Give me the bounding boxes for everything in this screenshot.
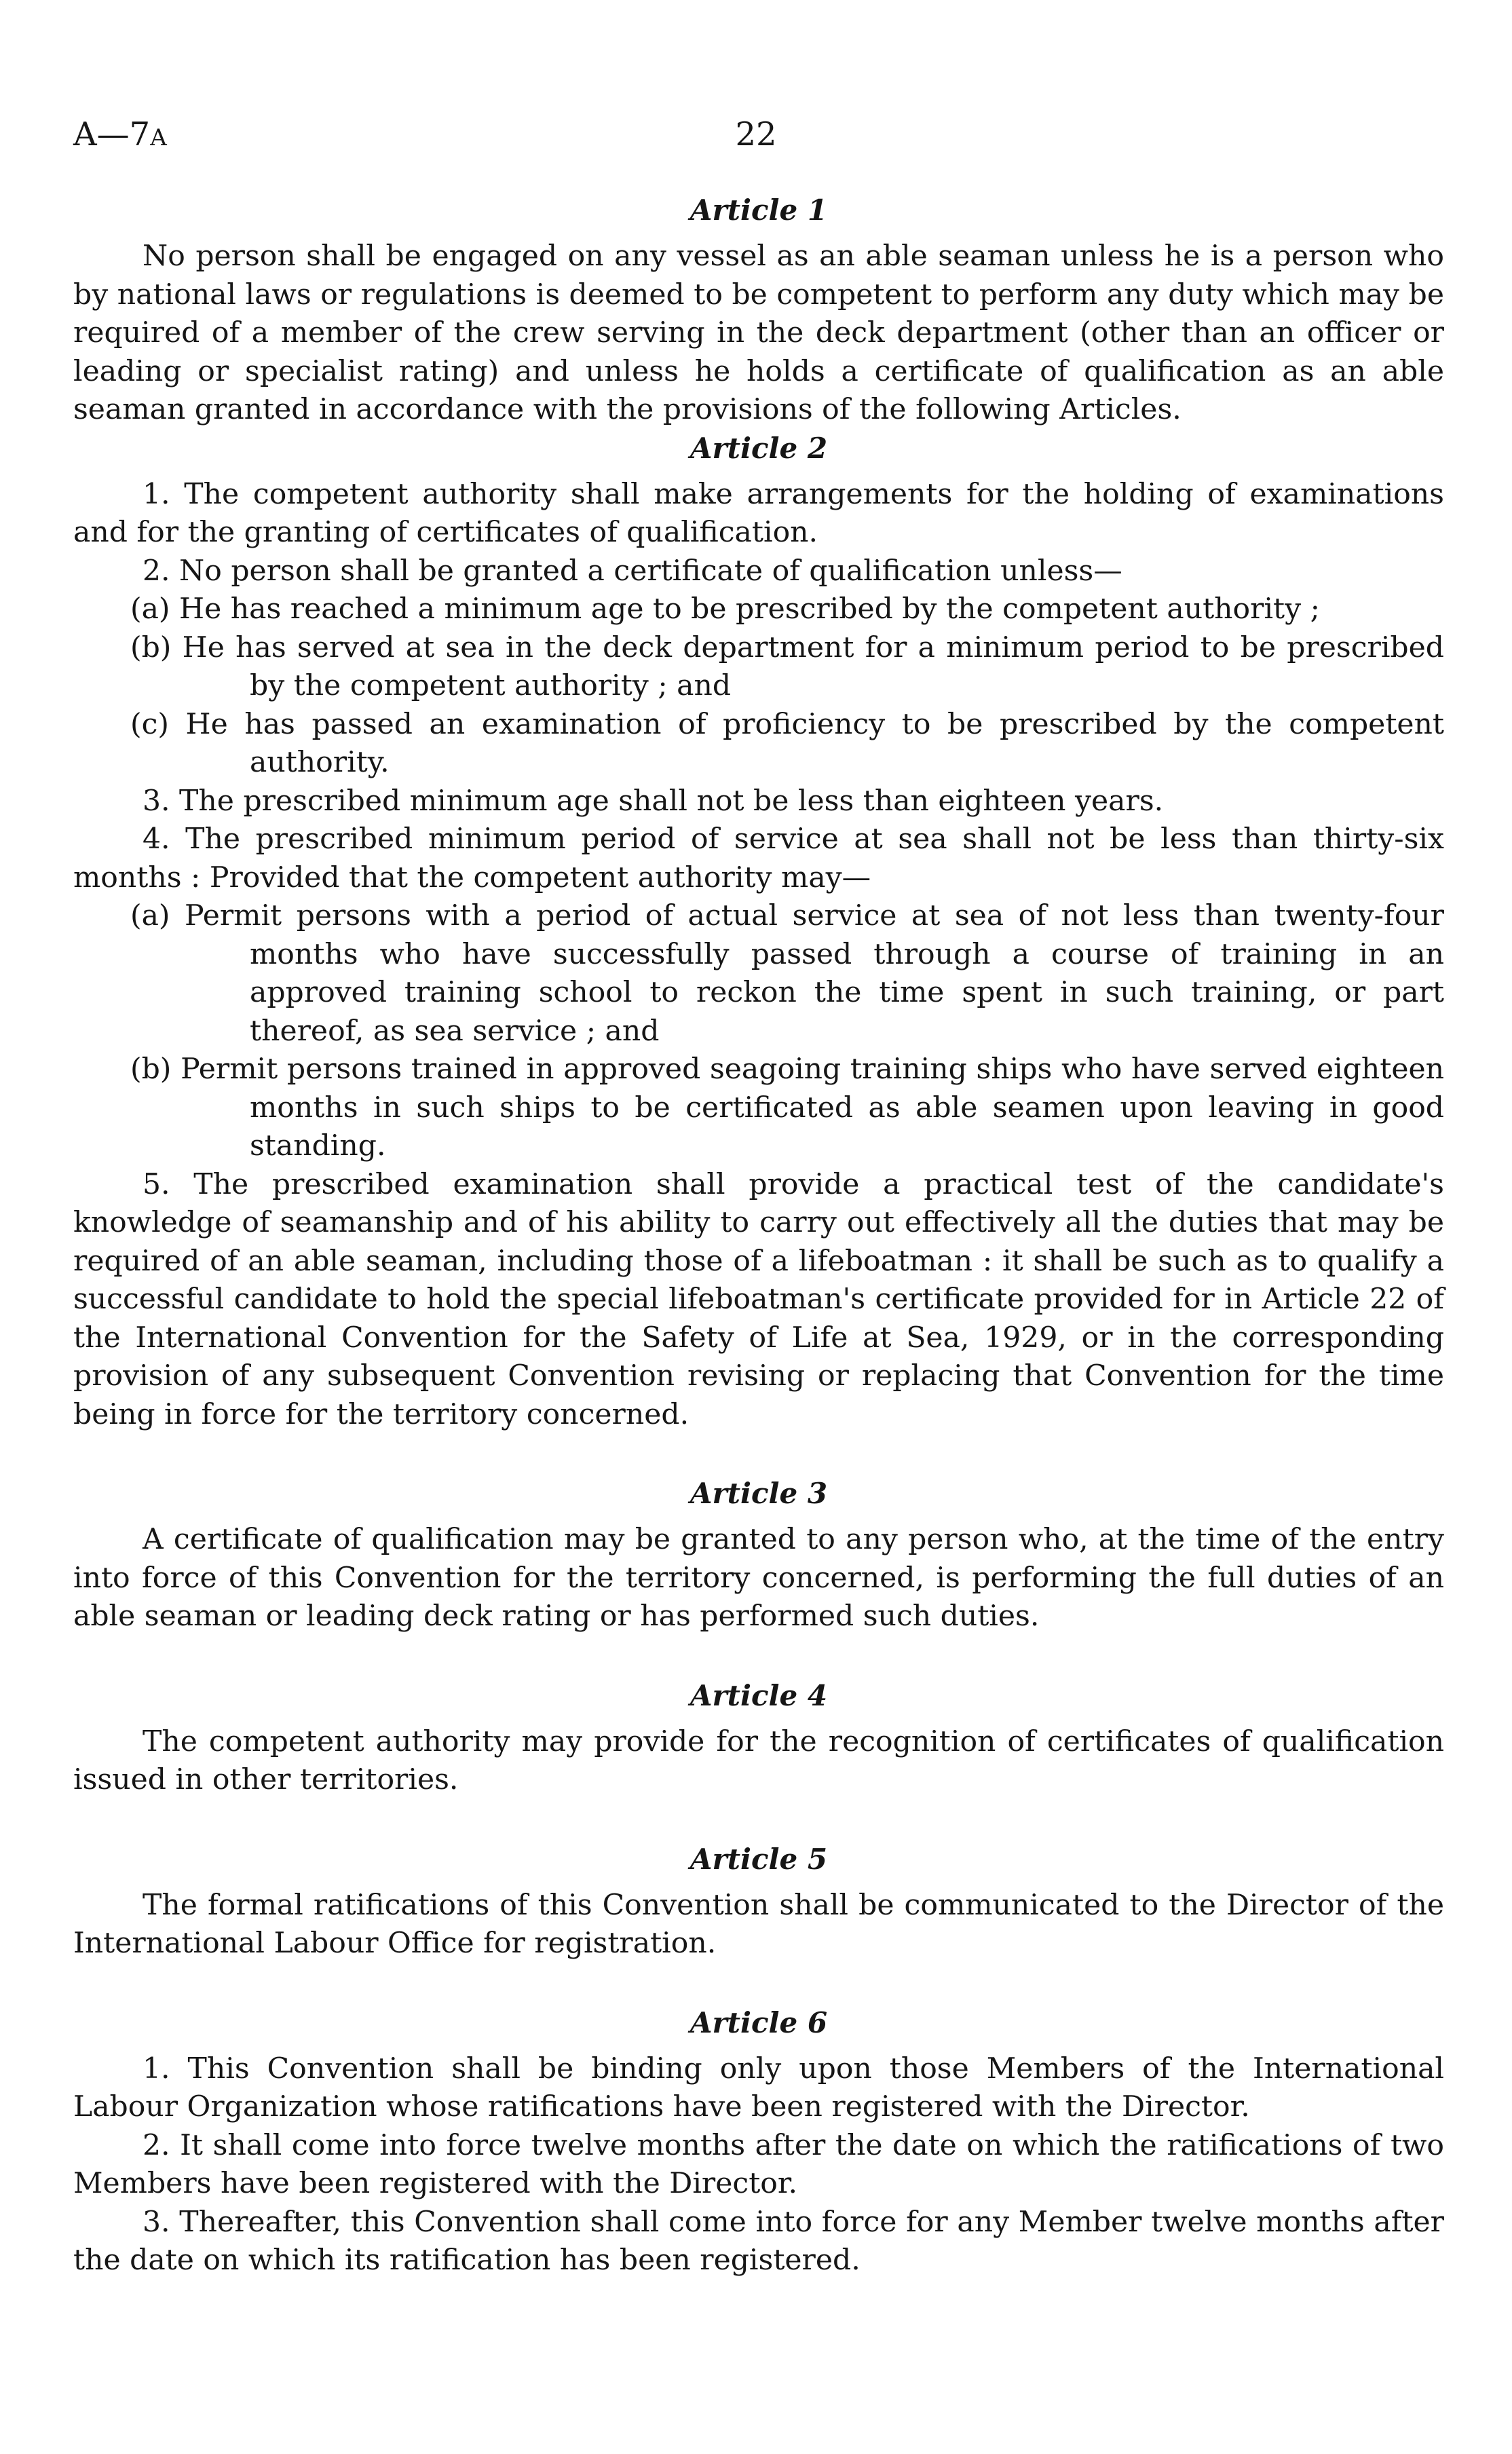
list-item: (c) He has passed an examination of proficiency to be prescribed by the competent authority. bbox=[130, 707, 1444, 779]
paragraph: 1. This Convention shall be binding only upon those Members of the International Labour Organization whose ratifications have been registered with the Director. bbox=[73, 2052, 1444, 2123]
document-body bbox=[73, 191, 1444, 2280]
paragraph: 1. The competent authority shall make arrangements for the holding of examinations and for the granting of certificates of qualification. bbox=[73, 477, 1444, 549]
article-heading: Article 6 bbox=[689, 2005, 828, 2039]
paragraph: The competent authority may provide for the recognition of certificates of qualification issued in other territories. bbox=[73, 1724, 1444, 1796]
document-code-sub: A bbox=[150, 124, 167, 151]
paragraph: 4. The prescribed minimum period of service at sea shall not be less than thirty-six months : Provided that the competent authority may— bbox=[73, 823, 1444, 894]
paragraph: The formal ratifications of this Convention shall be communicated to the Director of the International Labour Office for registration. bbox=[73, 1888, 1444, 1960]
article-heading: Article 2 bbox=[689, 431, 828, 465]
article-heading: Article 3 bbox=[689, 1477, 828, 1510]
list-item: (a) Permit persons with a period of actual service at sea of not less than twenty-four months who have successfully passed through a course of training in an approved training school to reckon the time spent in such training, or part thereof, as sea service ; and bbox=[130, 899, 1444, 1048]
article-2 bbox=[73, 430, 1444, 1435]
article-1 bbox=[73, 191, 1444, 430]
list-item: (a) He has reached a minimum age to be prescribed by the competent authority ; bbox=[130, 592, 1320, 626]
page-number: 22 bbox=[735, 115, 777, 153]
paragraph: A certificate of qualification may be granted to any person who, at the time of the entry into force of this Convention for the territory concerned, is performing the full duties of an able seaman or leading deck rating or has performed such duties. bbox=[73, 1523, 1444, 1633]
article-heading: Article 1 bbox=[689, 193, 828, 227]
article-5 bbox=[73, 1840, 1444, 1963]
paragraph: 3. The prescribed minimum age shall not be less than eighteen years. bbox=[143, 784, 1164, 818]
paragraph: 2. No person shall be granted a certificate of qualification unless— bbox=[143, 554, 1122, 588]
document-code-main: A—7 bbox=[73, 115, 151, 153]
article-4 bbox=[73, 1677, 1444, 1800]
article-heading: Article 4 bbox=[689, 1678, 828, 1712]
article-6 bbox=[73, 2004, 1444, 2280]
paragraph: 2. It shall come into force twelve months after the date on which the ratifications of two Members have been registered with the Director. bbox=[73, 2128, 1444, 2200]
paragraph: 3. Thereafter, this Convention shall come into force for any Member twelve months after the date on which its ratification has been registered. bbox=[73, 2205, 1444, 2277]
list-item: (b) He has served at sea in the deck department for a minimum period to be prescribed by the competent authority ; and bbox=[130, 630, 1444, 702]
paragraph: 5. The prescribed examination shall provide a practical test of the candidate's knowledge of seamanship and of his ability to carry out effectively all the duties that may be required of an able seaman, including those of a lifeboatman : it shall be such as to qualify a successful candidate to hold the special lifeboatman's certificate provided for in Article 22 of the International Convention for the Safety of Life at Sea, 1929, or in the corresponding provision of any subsequent Convention revising or replacing that Convention for the time being in force for the territory concerned. bbox=[73, 1167, 1444, 1431]
list-item: (b) Permit persons trained in approved seagoing training ships who have served eighteen months in such ships to be certificated as able seamen upon leaving in good standing. bbox=[130, 1053, 1444, 1163]
paragraph: No person shall be engaged on any vessel as an able seaman unless he is a person who by national laws or regulations is deemed to be competent to perform any duty which may be required of a member of the crew serving in the deck department (other than an officer or leading or specialist rating) and unless he holds a certificate of qualification as an able seaman granted in accordance with the provisions of the following Articles. bbox=[73, 240, 1444, 426]
article-heading: Article 5 bbox=[689, 1842, 828, 1876]
article-3 bbox=[73, 1475, 1444, 1636]
